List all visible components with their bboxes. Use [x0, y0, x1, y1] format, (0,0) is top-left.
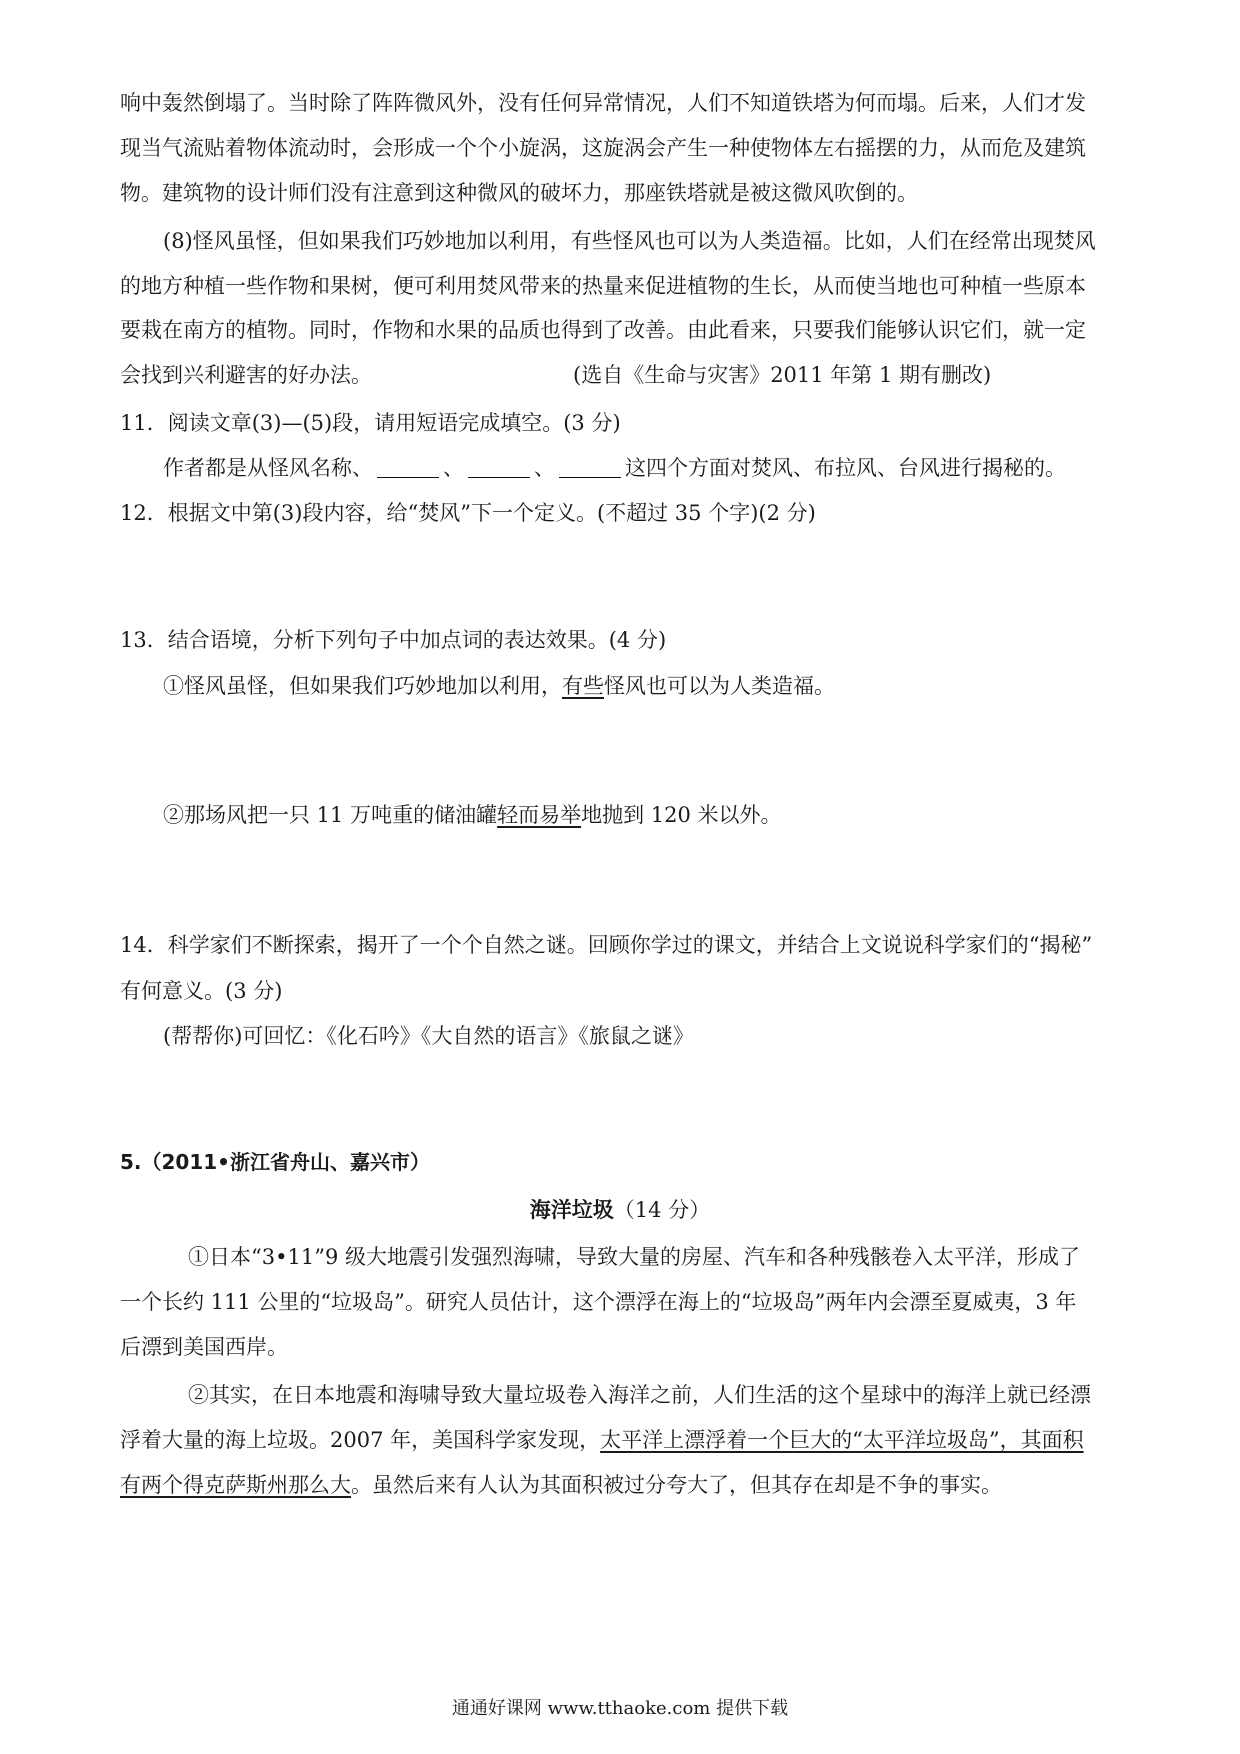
q11-fill-text-a: 作者都是从怪风名称、	[163, 456, 373, 480]
question-14-line-2: 有何意义。(3 分)	[120, 979, 283, 1003]
question-14-line-1: 14．科学家们不断探索，揭开了一个个自然之谜。回顾你学过的课文，并结合上文说说科学家们的“揭秘”	[120, 933, 1093, 957]
s5-para1-line-2: 一个长约 111 公里的“垃圾岛”。研究人员估计，这个漂浮在海上的“垃圾岛”两年内会漂至夏威夷，3 年	[120, 1290, 1077, 1314]
para8-line-1: (8)怪风虽怪，但如果我们巧妙地加以利用，有些怪风也可以为人类造福。比如，人们在经常出现焚风	[163, 229, 1096, 253]
s5-para2-line-3	[120, 1470, 1125, 1500]
para8-ending: 会找到兴利避害的好办法。	[120, 363, 372, 387]
article-title	[0, 1195, 1240, 1225]
question-13-item-2	[163, 800, 1125, 830]
question-11-fill	[163, 453, 1125, 483]
s5-para2-line-1: ②其实，在日本地震和海啸导致大量垃圾卷入海洋之前，人们生活的这个星球中的海洋上就已经漂	[188, 1383, 1091, 1407]
para8-line-3: 要栽在南方的植物。同时，作物和水果的品质也得到了改善。由此看来，只要我们能够认识它们，就一定	[120, 318, 1086, 342]
s5-para2-line-3-post: 。虽然后来有人认为其面积被过分夸大了，但其存在却是不争的事实。	[351, 1473, 1002, 1497]
question-12: 12．根据文中第(3)段内容，给“焚风”下一个定义。(不超过 35 个字)(2 分)	[120, 501, 816, 525]
q13-2-dotted-word: 轻而易举	[497, 803, 582, 827]
section-5-heading: 5.（2011•浙江省舟山、嘉兴市）	[120, 1150, 430, 1174]
para8-line-4	[120, 360, 1125, 390]
s5-para2-underlined-1: 太平洋上漂浮着一个巨大的“太平洋垃圾岛”，其面积	[600, 1428, 1084, 1452]
q11-blank-1[interactable]	[377, 457, 439, 478]
para7-line-3: 物。建筑物的设计师们没有注意到这种微风的破坏力，那座铁塔就是被这微风吹倒的。	[120, 181, 918, 205]
q13-1-post: 怪风也可以为人类造福。	[604, 674, 835, 698]
para7-line-1: 响中轰然倒塌了。当时除了阵阵微风外，没有任何异常情况，人们不知道铁塔为何而塌。后来，人们才发	[120, 91, 1086, 115]
s5-para2-line-2	[120, 1425, 1125, 1455]
question-13-item-1	[163, 671, 1125, 701]
s5-para1-line-1: ①日本“3•11”9 级大地震引发强烈海啸，导致大量的房屋、汽车和各种残骸卷入太平洋，形成了	[188, 1245, 1080, 1269]
q11-fill-text-b: 这四个方面对焚风、布拉风、台风进行揭秘的。	[625, 456, 1066, 480]
question-11: 11．阅读文章(3)—(5)段，请用短语完成填空。(3 分)	[120, 411, 621, 435]
q13-1-dotted-word: 有些	[562, 674, 604, 698]
article-title-text: 海洋垃圾	[529, 1198, 614, 1222]
s5-para1-line-3: 后漂到美国西岸。	[120, 1335, 288, 1359]
para7-line-2: 现当气流贴着物体流动时，会形成一个个小旋涡，这旋涡会产生一种使物体左右摇摆的力，从而危及建筑	[120, 136, 1086, 160]
q11-sep-1: 、	[443, 456, 464, 480]
s5-para2-underlined-2: 有两个得克萨斯州那么大	[120, 1473, 351, 1497]
question-14-hint: (帮帮你)可回忆：《化石吟》《大自然的语言》《旅鼠之谜》	[163, 1024, 694, 1048]
q11-sep-2: 、	[534, 456, 555, 480]
q13-1-pre: ①怪风虽怪，但如果我们巧妙地加以利用，	[163, 674, 562, 698]
article-title-score: （14 分）	[613, 1198, 711, 1222]
para8-line-2: 的地方种植一些作物和果树，便可利用焚风带来的热量来促进植物的生长，从而使当地也可种植一些原本	[120, 274, 1086, 298]
page-footer: 通通好课网 www.tthaoke.com 提供下载	[451, 1698, 789, 1719]
source-citation: (选自《生命与灾害》2011 年第 1 期有删改)	[573, 363, 992, 387]
question-13: 13．结合语境，分析下列句子中加点词的表达效果。(4 分)	[120, 628, 667, 652]
q13-2-pre: ②那场风把一只 11 万吨重的储油罐	[163, 803, 498, 827]
s5-para2-line-2-pre: 浮着大量的海上垃圾。2007 年，美国科学家发现，	[120, 1428, 601, 1452]
q11-blank-2[interactable]	[468, 457, 530, 478]
q11-blank-3[interactable]	[559, 457, 621, 478]
q13-2-post: 地抛到 120 米以外。	[581, 803, 782, 827]
